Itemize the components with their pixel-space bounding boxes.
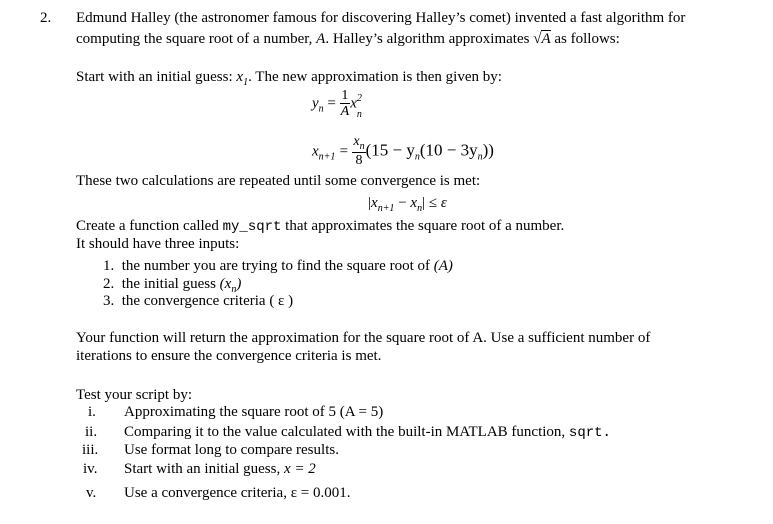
- input-1-var: (A): [433, 258, 453, 274]
- start-text: Start with an initial guess:: [76, 69, 233, 85]
- eq3-x2-sub: n: [417, 203, 423, 214]
- input-2-var: (x: [219, 276, 232, 292]
- input-item-3: [103, 293, 293, 310]
- input-item-1: [103, 258, 453, 275]
- eq3-x2: x: [410, 195, 418, 211]
- eq1-rhs-sup: 2: [356, 93, 362, 105]
- test-item-4-text: Start with an initial guess,: [124, 461, 281, 477]
- problem-number: 2.: [40, 10, 52, 26]
- return-line-1: Your function will return the approximation for the square root of A. Use a sufficient number of: [76, 330, 651, 346]
- eq2-body-c: )): [482, 140, 494, 160]
- eq3-minus: −: [398, 195, 407, 211]
- eq2-body-sub2: n: [477, 151, 483, 163]
- input-1-text: the number you are trying to find the square root of: [121, 258, 430, 274]
- eq1-lhs: y: [312, 95, 319, 112]
- test-item-4: [124, 461, 316, 478]
- eq3-x1: x: [371, 195, 378, 211]
- test-item-2-code: sqrt.: [568, 425, 611, 441]
- repeat-text: These two calculations are repeated until some convergence is met:: [76, 173, 481, 189]
- intro-text-c: as follows:: [554, 31, 620, 47]
- eq1-frac-den: A: [340, 104, 350, 119]
- eq2-body-sub1: n: [414, 151, 420, 163]
- inputs-intro: It should have three inputs:: [76, 236, 240, 252]
- test-heading: Test your script by:: [76, 387, 193, 403]
- test-item-5: [124, 485, 350, 502]
- intro-line-2: [76, 31, 620, 48]
- eq3-eps: ε: [440, 195, 447, 211]
- start-line: [76, 69, 502, 88]
- sqrt-argument: A: [541, 31, 551, 47]
- eq3-x1-sub: n+1: [377, 203, 395, 214]
- equation-xn1: [312, 135, 494, 168]
- eq2-frac-num-var: x: [353, 134, 360, 149]
- eq2-fraction: [352, 135, 365, 168]
- eq2-body-a: (15 − y: [365, 140, 415, 160]
- test-item-1: Approximating the square root of 5 (A = 5): [124, 404, 384, 420]
- test-num-3: iii.: [82, 442, 99, 458]
- start-var: x: [236, 69, 244, 85]
- test-item-5-math: ε = 0.001.: [290, 485, 351, 501]
- intro-line-1: Edmund Halley (the astronomer famous for discovering Halley’s comet) invented a fast algorithm for: [76, 10, 686, 26]
- eq3-bar-close: |: [422, 195, 426, 211]
- start-var-sub: 1: [243, 77, 249, 88]
- test-num-1: i.: [88, 404, 96, 420]
- equation-convergence: [368, 195, 447, 214]
- intro-var-a: A: [316, 31, 326, 47]
- input-3-num: 3.: [103, 293, 115, 309]
- input-2-var-sub: n: [231, 284, 237, 295]
- test-item-2-text: Comparing it to the value calculated with the built-in MATLAB function,: [124, 424, 566, 440]
- input-2-var-end: ): [236, 276, 242, 292]
- input-3-var: ( ε ): [269, 293, 294, 309]
- input-2-text: the initial guess: [121, 276, 216, 292]
- eq2-frac-num: [352, 135, 365, 152]
- test-num-5: v.: [86, 485, 97, 501]
- eq2-body-b: (10 − 3y: [419, 140, 478, 160]
- input-2-num: 2.: [103, 276, 115, 292]
- intro-text-b: . Halley’s algorithm approximates: [325, 31, 530, 47]
- create-text-b: that approximates the square root of a number.: [285, 218, 565, 234]
- test-num-4: iv.: [83, 461, 98, 477]
- eq2-lhs: x: [312, 143, 319, 160]
- sqrt-symbol: √: [533, 31, 542, 47]
- eq1-rhs-sub: n: [356, 109, 362, 121]
- eq1-equals: =: [327, 95, 336, 112]
- eq1-rhs: x: [350, 95, 357, 112]
- test-item-4-math: x = 2: [283, 461, 316, 477]
- create-text-a: Create a function called: [76, 218, 219, 234]
- input-1-num: 1.: [103, 258, 115, 274]
- eq2-equals: =: [339, 143, 349, 160]
- start-rest: . The new approximation is then given by:: [248, 69, 502, 85]
- eq1-fraction: [340, 89, 351, 119]
- test-num-2: ii.: [85, 424, 98, 440]
- eq2-lhs-sub: n+1: [318, 151, 336, 163]
- eq1-frac-num: 1: [341, 88, 349, 103]
- eq3-bar-open: |: [368, 195, 372, 211]
- input-3-text: the convergence criteria: [121, 293, 266, 309]
- eq3-leq: ≤: [428, 195, 438, 211]
- eq2-frac-den: 8: [352, 152, 365, 168]
- intro-text-a: computing the square root of a number,: [76, 31, 313, 47]
- eq2-frac-num-sub: n: [359, 140, 365, 152]
- test-item-2: [124, 424, 611, 441]
- equation-yn: [312, 89, 367, 119]
- test-item-5-text: Use a convergence criteria,: [124, 485, 287, 501]
- eq1-lhs-sub: n: [318, 103, 324, 115]
- create-line: [76, 218, 564, 235]
- return-line-2: iterations to ensure the convergence criteria is met.: [76, 348, 382, 364]
- function-name: my_sqrt: [222, 219, 282, 235]
- test-item-3: Use format long to compare results.: [124, 442, 339, 458]
